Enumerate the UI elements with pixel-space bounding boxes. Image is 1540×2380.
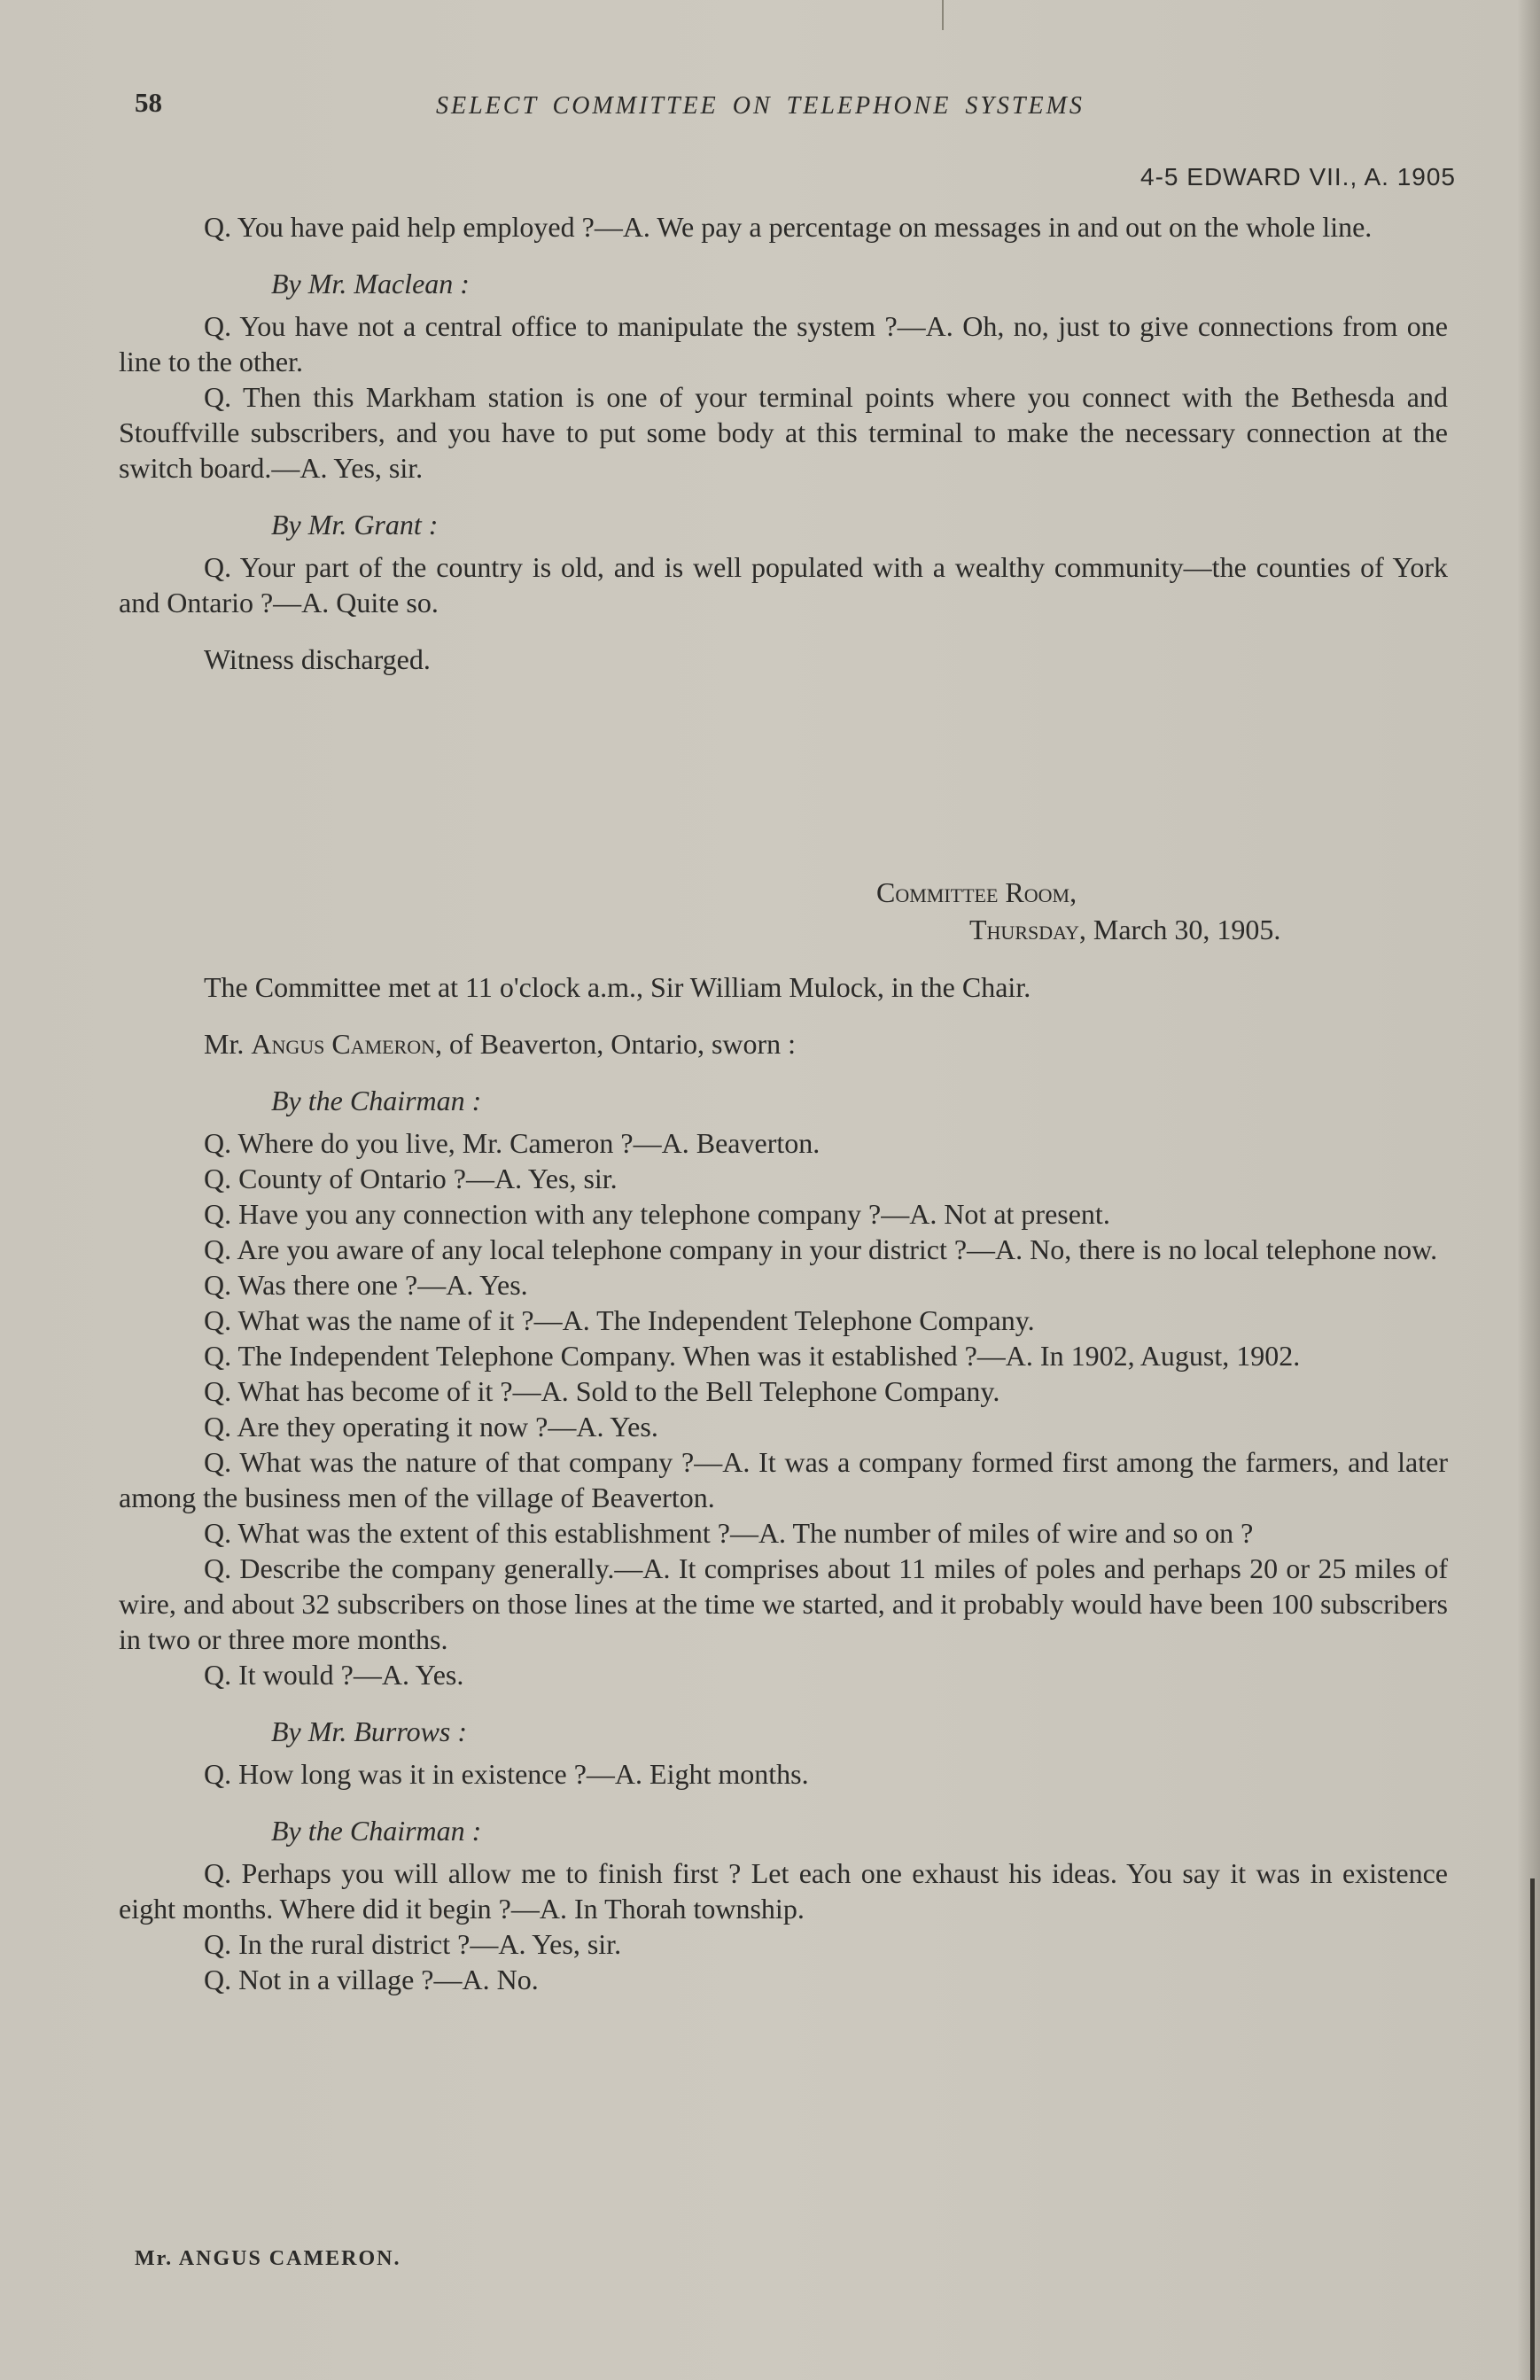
running-title: SELECT COMMITTEE ON TELEPHONE SYSTEMS — [436, 92, 1085, 120]
examiner-heading: By Mr. Grant : — [271, 509, 439, 541]
paragraph: Q. Then this Markham station is one of your terminal points where you connect with the Bethesda and Stouffville subscribers, and you have to put some body at this terminal to make the necessary connection at the switch board.—A. Yes, sir. — [119, 381, 1448, 484]
qa-item: Q. Was there one ?—A. Yes. — [204, 1269, 528, 1301]
qa-item: Q. What was the nature of that company ?—A. It was a company formed first among the farmers, and later among the business men of the village of Beaverton. — [119, 1446, 1448, 1513]
paragraph: Q. In the rural district ?—A. Yes, sir. — [204, 1928, 622, 1960]
paragraph: Q. How long was it in existence ?—A. Eight months. — [204, 1758, 809, 1790]
sworn-prefix: Mr. — [204, 1028, 245, 1060]
page-body — [119, 209, 1448, 1997]
qa-item: Q. County of Ontario ?—A. Yes, sir. — [204, 1163, 618, 1194]
qa-item: Q. Where do you live, Mr. Cameron ?—A. Beaverton. — [204, 1127, 821, 1159]
page-header — [135, 87, 1455, 131]
paragraph: Q. You have not a central office to manipulate the system ?—A. Oh, no, just to give connections from one line to the other. — [119, 310, 1448, 377]
committee-room: Committee Room, — [876, 876, 1077, 908]
paragraph: Q. Your part of the country is old, and is well populated with a wealthy community—the counties of York and Ontario ?—A. Quite so. — [119, 551, 1448, 618]
examiner-heading: By the Chairman : — [271, 1085, 482, 1116]
qa-item: Q. What was the name of it ?—A. The Independent Telephone Company. — [204, 1304, 1035, 1336]
page-number: 58 — [135, 87, 162, 118]
meeting-opening: The Committee met at 11 o'clock a.m., Sir William Mulock, in the Chair. — [204, 971, 1031, 1003]
qa-item: Q. The Independent Telephone Company. When was it established ?—A. In 1902, August, 1902. — [204, 1340, 1301, 1372]
qa-item: Q. What has become of it ?—A. Sold to the Bell Telephone Company. — [204, 1375, 1000, 1407]
examiner-heading: By the Chairman : — [271, 1815, 482, 1847]
meeting-day: Thursday, — [969, 914, 1086, 945]
edition-label: 4-5 EDWARD VII., A. 1905 — [1140, 163, 1456, 191]
binding-edge — [1530, 1878, 1535, 2380]
qa-item: Q. Are they operating it now ?—A. Yes. — [204, 1411, 658, 1443]
qa-item: Q. What was the extent of this establishment ?—A. The number of miles of wire and so on ? — [204, 1517, 1254, 1549]
witness-name: Angus Cameron, — [251, 1028, 443, 1060]
qa-item: Q. Are you aware of any local telephone company in your district ?—A. No, there is no local telephone now. — [204, 1233, 1438, 1265]
sworn-suffix: of Beaverton, Ontario, sworn : — [449, 1028, 797, 1060]
examiner-heading: By Mr. Burrows : — [271, 1715, 468, 1747]
meeting-date — [119, 911, 1448, 948]
paragraph: Q. You have paid help employed ?—A. We pay a percentage on messages in and out on the whole line. — [204, 211, 1373, 243]
witness-sworn — [119, 1026, 1448, 1062]
top-mark — [942, 0, 944, 30]
witness-discharged: Witness discharged. — [204, 643, 431, 675]
footer-witness: Mr. ANGUS CAMERON. — [135, 2247, 401, 2270]
paragraph: Q. Perhaps you will allow me to finish first ? Let each one exhaust his ideas. You say it was in existence eight months. Where did it begin ?—A. In Thorah township. — [119, 1857, 1448, 1925]
qa-item: Q. Describe the company generally.—A. It comprises about 11 miles of poles and perhaps 20 or 25 miles of wire, and about 32 subscribers on those lines at the time we started, and it probably would have been 100 subscribers in two or three more months. — [119, 1552, 1448, 1655]
page-edge-shadow — [1517, 0, 1540, 2380]
paragraph: Q. Not in a village ?—A. No. — [204, 1964, 539, 1995]
meeting-date-text: March 30, 1905. — [1093, 914, 1281, 945]
qa-item: Q. It would ?—A. Yes. — [204, 1659, 464, 1691]
examiner-heading: By Mr. Maclean : — [271, 268, 470, 299]
qa-item: Q. Have you any connection with any telephone company ?—A. Not at present. — [204, 1198, 1110, 1230]
